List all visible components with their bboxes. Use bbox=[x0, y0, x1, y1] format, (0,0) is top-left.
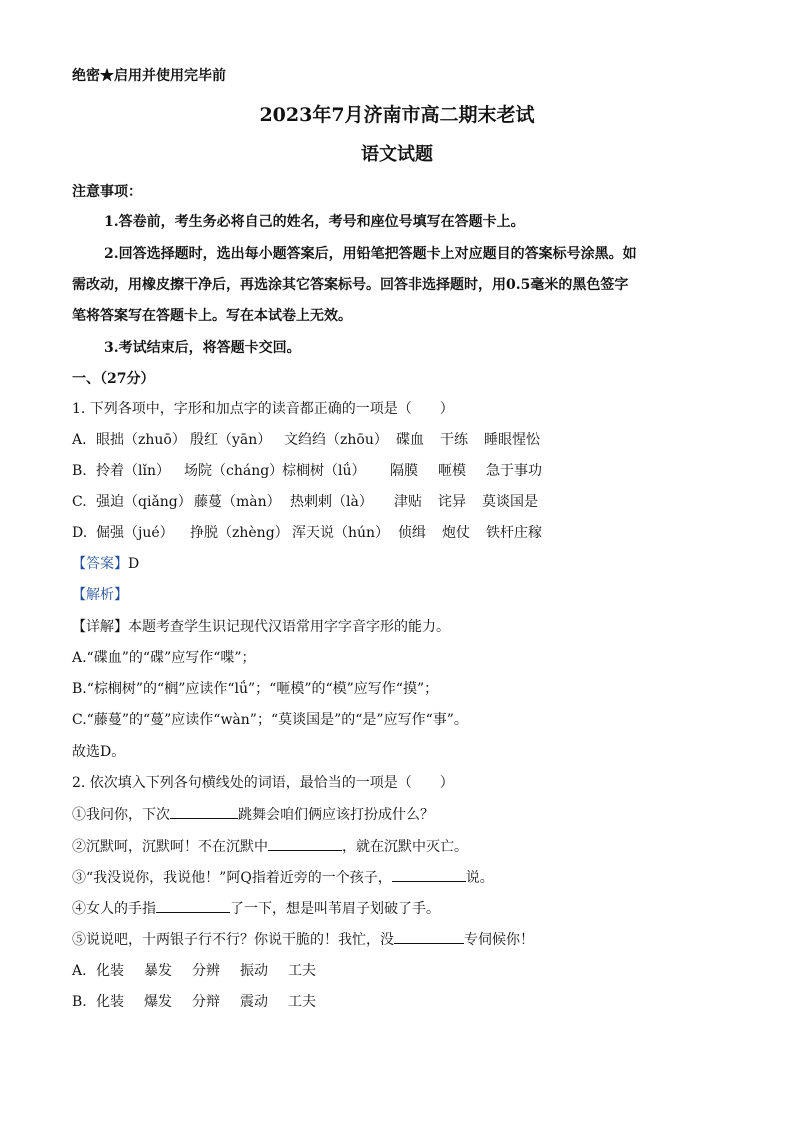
option-item: 棕榈树（lǘ） bbox=[282, 463, 366, 479]
answer-line bbox=[72, 554, 139, 574]
section-1-heading: 一、（27分） bbox=[72, 371, 155, 387]
option-label: D. bbox=[72, 525, 88, 541]
notes-heading: 注意事项： bbox=[72, 184, 142, 200]
note-item-1: 1.答卷前，考生务必将自己的姓名，考号和座位号填写在答题卡上。 bbox=[104, 214, 525, 230]
option-item: 倔强（jué） bbox=[96, 525, 174, 541]
option-item: 诧异 bbox=[438, 494, 466, 510]
option-label: A. bbox=[72, 432, 87, 448]
fill-blank bbox=[394, 929, 464, 944]
fill-blank bbox=[156, 898, 230, 913]
sentence-before: ⑤说说吧，十两银子行不行？你说干脆的！我忙，没 bbox=[72, 932, 394, 948]
detail-tag: 【详解】 bbox=[72, 619, 128, 635]
option-item: 睡眼惺忪 bbox=[484, 432, 540, 448]
note-item-2-line-2: 需改动，用橡皮擦干净后，再选涂其它答案标号。回答非选择题时，用0.5毫米的黑色签字 bbox=[72, 277, 629, 293]
option-item: 化装 bbox=[96, 994, 124, 1010]
option-label: A. bbox=[72, 963, 87, 979]
exam-title: 2023年7月济南市高二期末老试 bbox=[259, 104, 535, 126]
option-item: 震动 bbox=[240, 994, 268, 1010]
sentence-after: 说。 bbox=[465, 870, 494, 886]
question-1-stem: 1. 下列各项中，字形和加点字的读音都正确的一项是（ ） bbox=[72, 401, 454, 417]
option-item: 振动 bbox=[240, 963, 268, 979]
option-item: 莫谈国是 bbox=[482, 494, 538, 510]
option-item: 眼拙（zhuō） bbox=[96, 432, 186, 448]
option-item: 铁杆庄稼 bbox=[486, 525, 542, 541]
option-item: 强迫（qiǎng） bbox=[96, 494, 192, 510]
question-1-option-a bbox=[72, 430, 540, 450]
question-1-option-c bbox=[72, 492, 538, 512]
option-item: 干练 bbox=[440, 432, 468, 448]
option-item: 分辨 bbox=[192, 963, 220, 979]
option-item: 化装 bbox=[96, 963, 124, 979]
option-item: 文绉绉（zhōu） bbox=[284, 432, 388, 448]
secret-label: 绝密★启用并使用完毕前 bbox=[72, 68, 226, 84]
answer-value: D bbox=[128, 556, 140, 572]
note-item-2-line-3: 笔将答案写在答题卡上。写在本试卷上无效。 bbox=[72, 308, 352, 324]
sentence-after: 了一下，想是叫苇眉子划破了手。 bbox=[230, 901, 440, 917]
option-item: 工夫 bbox=[288, 994, 316, 1010]
exam-subtitle: 语文试题 bbox=[361, 144, 433, 165]
option-item: 浑天说（hún） bbox=[292, 525, 390, 541]
fill-blank bbox=[392, 867, 466, 882]
option-label: B. bbox=[72, 994, 87, 1010]
sentence-after: ，就在沉默中灭亡。 bbox=[342, 839, 468, 855]
conclusion: 故选D。 bbox=[72, 744, 126, 760]
sentence-3 bbox=[72, 867, 494, 888]
option-label: B. bbox=[72, 463, 87, 479]
explanation-a: A.“碟血”的“碟”应写作“喋”； bbox=[72, 650, 256, 666]
detail-text: 本题考查学生识记现代汉语常用字字音字形的能力。 bbox=[128, 619, 450, 635]
answer-tag: 【答案】 bbox=[72, 556, 128, 572]
option-item: 工夫 bbox=[288, 963, 316, 979]
analysis-tag: 【解析】 bbox=[72, 587, 128, 603]
option-item: 咂模 bbox=[438, 463, 466, 479]
fill-blank bbox=[170, 804, 238, 819]
option-item: 爆发 bbox=[144, 994, 172, 1010]
sentence-before: ④女人的手指 bbox=[72, 901, 156, 917]
option-item: 隔膜 bbox=[390, 463, 418, 479]
sentence-after: 专伺候你！ bbox=[464, 932, 534, 948]
option-item: 炮仗 bbox=[442, 525, 470, 541]
question-1-option-d bbox=[72, 523, 542, 543]
sentence-4 bbox=[72, 898, 440, 919]
sentence-before: ③“我没说你，我说他！”阿Q指着近旁的一个孩子， bbox=[72, 870, 392, 886]
question-2-stem: 2. 依次填入下列各句横线处的词语，最恰当的一项是（ ） bbox=[72, 775, 454, 791]
fill-blank bbox=[268, 836, 342, 851]
option-label: C. bbox=[72, 494, 87, 510]
option-item: 急于事功 bbox=[486, 463, 542, 479]
option-item: 分辩 bbox=[192, 994, 220, 1010]
sentence-after: 跳舞会咱们俩应该打扮成什么？ bbox=[238, 807, 434, 823]
question-2-option-b bbox=[72, 992, 316, 1012]
option-item: 碟血 bbox=[396, 432, 424, 448]
option-item: 殷红（yān） bbox=[190, 432, 272, 448]
detail-line bbox=[72, 617, 450, 637]
option-item: 拎着（lǐn） bbox=[96, 463, 170, 479]
option-item: 热剌剌（là） bbox=[290, 494, 373, 510]
sentence-before: ②沉默呵，沉默呵！不在沉默中 bbox=[72, 839, 268, 855]
sentence-1 bbox=[72, 804, 434, 825]
sentence-before: ①我问你，下次 bbox=[72, 807, 170, 823]
option-item: 津贴 bbox=[394, 494, 422, 510]
explanation-b: B.“棕榈树”的“榈”应读作“lǘ”；“咂模”的“模”应写作“摸”； bbox=[72, 681, 439, 697]
question-2-option-a bbox=[72, 961, 316, 981]
note-item-2-line-1: 2.回答选择题时，选出每小题答案后，用铅笔把答题卡上对应题目的答案标号涂黑。如 bbox=[104, 246, 637, 262]
option-item: 藤蔓（màn） bbox=[194, 494, 281, 510]
option-item: 暴发 bbox=[144, 963, 172, 979]
sentence-2 bbox=[72, 836, 468, 857]
note-item-3: 3.考试结束后，将答题卡交回。 bbox=[104, 340, 301, 356]
sentence-5 bbox=[72, 929, 534, 950]
option-item: 挣脱（zhèng） bbox=[190, 525, 289, 541]
option-item: 场院（cháng） bbox=[184, 463, 284, 479]
explanation-c: C.“藤蔓”的“蔓”应读作“wàn”；“莫谈国是”的“是”应写作“事”。 bbox=[72, 712, 468, 728]
option-item: 侦缉 bbox=[398, 525, 426, 541]
question-1-option-b bbox=[72, 461, 542, 481]
